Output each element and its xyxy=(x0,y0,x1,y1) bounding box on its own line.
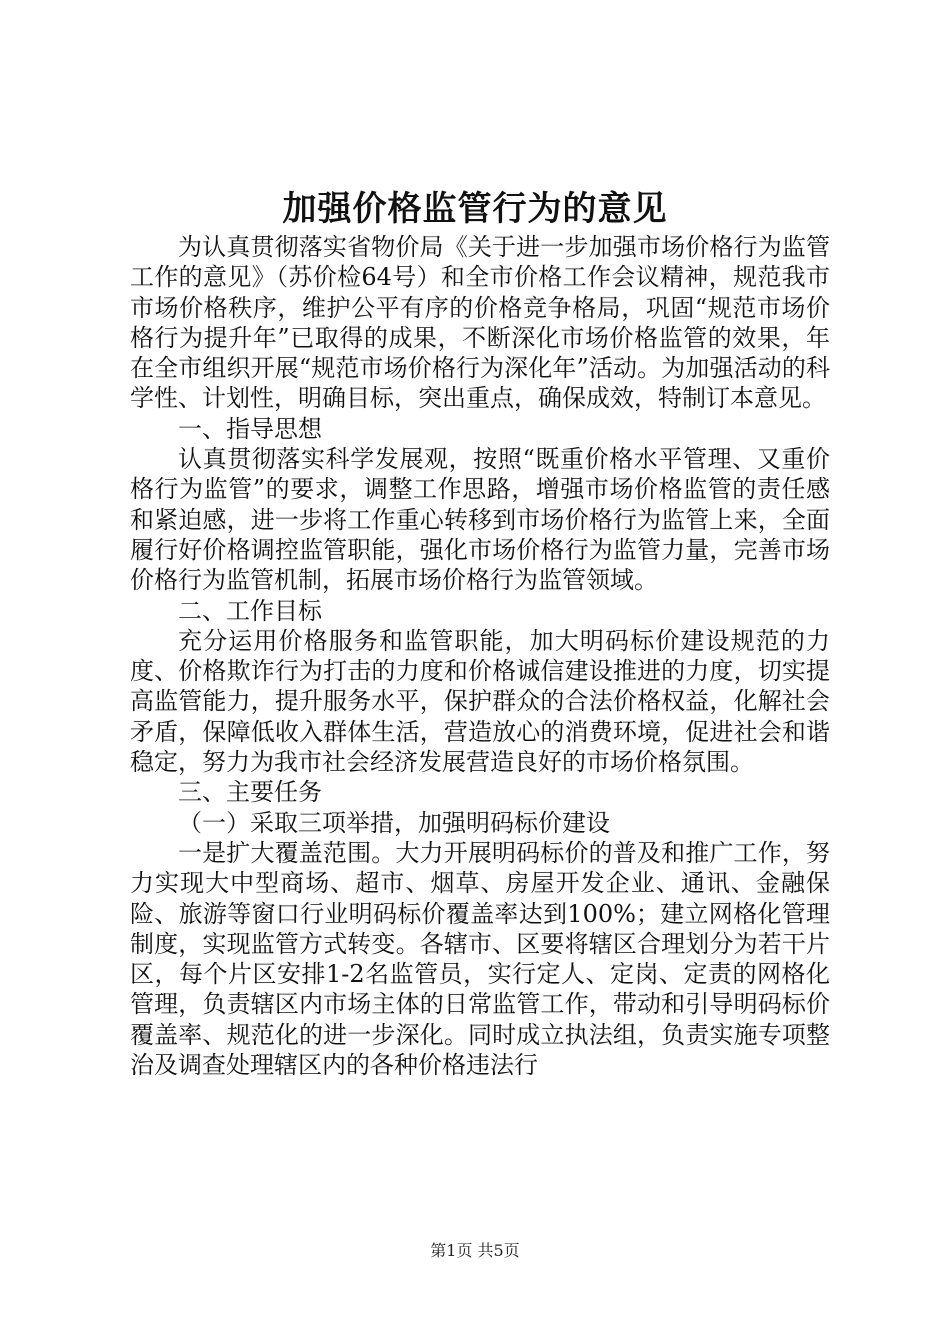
document-title: 加强价格监管行为的意见 xyxy=(282,189,668,229)
heading-main-tasks: 三、主要任务 xyxy=(178,778,322,807)
page-number-footer: 第1页 共5页 xyxy=(430,1241,520,1260)
document-body xyxy=(130,232,830,1080)
subheading-task-one: （一）采取三项举措，加强明码标价建设 xyxy=(178,808,610,837)
paragraph-guiding-ideology: 认真贯彻落实科学发展观，按照“既重价格水平管理、又重价格行为监管”的要求，调整工作思路，增强市场价格监管的责任感和紧迫感，进一步将工作重心转移到市场价格行为监管上来，全面履行好价格调控监管职能，强化市场价格行为监管力量，完善市场价格行为监管机制，拓展市场价格行为监管领域。 xyxy=(130,445,830,595)
heading-guiding-ideology: 一、指导思想 xyxy=(178,414,322,443)
paragraph-task-one: 一是扩大覆盖范围。大力开展明码标价的普及和推广工作，努力实现大中型商场、超市、烟草、房屋开发企业、通讯、金融保险、旅游等窗口行业明码标价覆盖率达到100%；建立网格化管理制度，实现监管方式转变。各辖市、区要将辖区合理划分为若干片区，每个片区安排1-2名监管员，实行定人、定岗、定责的网格化管理，负责辖区内市场主体的日常监管工作，带动和引导明码标价覆盖率、规范化的进一步深化。同时成立执法组，负责实施专项整治及调查处理辖区内的各种价格违法行 xyxy=(130,838,830,1080)
paragraph-intro: 为认真贯彻落实省物价局《关于进一步加强市场价格行为监管工作的意见》（苏价检64号）和全市价格工作会议精神，规范我市市场价格秩序，维护公平有序的价格竞争格局，巩固“规范市场价格行为提升年”已取得的成果，不断深化市场价格监管的效果，年在全市组织开展“规范市场价格行为深化年”活动。为加强活动的科学性、计划性，明确目标，突出重点，确保成效，特制订本意见。 xyxy=(130,233,830,413)
heading-work-goals: 二、工作目标 xyxy=(178,596,322,625)
paragraph-work-goals: 充分运用价格服务和监管职能，加大明码标价建设规范的力度、价格欺诈行为打击的力度和价格诚信建设推进的力度，切实提高监管能力，提升服务水平，保护群众的合法价格权益，化解社会矛盾，保障低收入群体生活，营造放心的消费环境，促进社会和谐稳定，努力为我市社会经济发展营造良好的市场价格氛围。 xyxy=(130,626,830,777)
